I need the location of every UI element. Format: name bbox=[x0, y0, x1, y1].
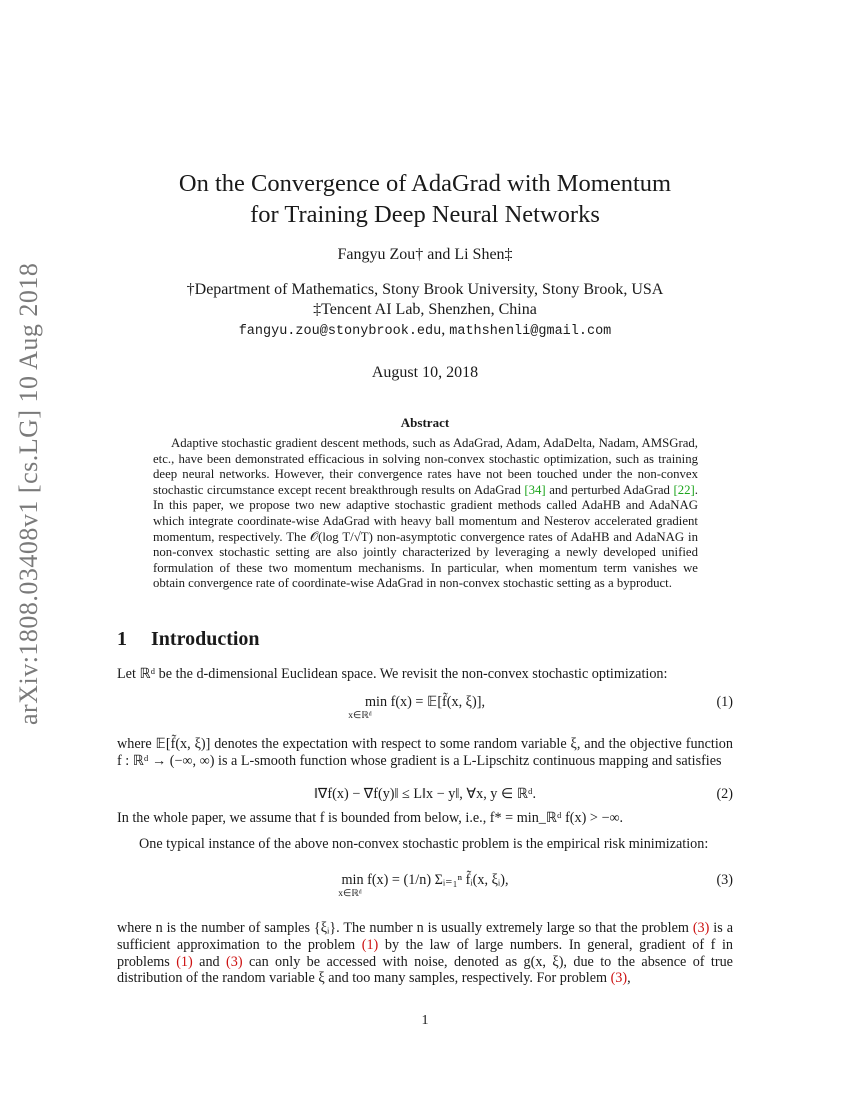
equation-1-tag: (1) bbox=[716, 694, 733, 710]
paragraph-5-text: can only be accessed with noise, denoted as g(x, ξ), due to the absence of true distribution of the random variable ξ and too many samples, respectively. For problem bbox=[117, 953, 733, 987]
equation-2-tag: (2) bbox=[716, 786, 733, 802]
citation-link[interactable]: [34] bbox=[524, 482, 546, 497]
title-line-1: On the Convergence of AdaGrad with Momentum bbox=[178, 170, 672, 197]
paragraph-5-text: where n is the number of samples {ξᵢ}. The number n is usually extremely large so that the problem bbox=[117, 920, 693, 936]
abstract-text-a: Adaptive stochastic gradient descent methods, such as AdaGrad, Adam, AdaDelta, Nadam, AMSGrad, etc., have been demonstrated efficacious in solving non-convex stochastic optimization, such as training deep neural networks. However, their convergence rates have not been touched under the non-convex stochastic circumstance except recent breakthrough results on AdaGrad bbox=[153, 436, 698, 497]
equation-ref-link[interactable]: (3) bbox=[692, 920, 710, 936]
affiliation-2: ‡Tencent AI Lab, Shenzhen, China bbox=[313, 301, 537, 318]
equation-2-body: ‖∇f(x) − ∇f(y)‖ ≤ L‖x − y‖, ∀x, y ∈ ℝᵈ. bbox=[313, 786, 537, 802]
equation-ref-link[interactable]: (1) bbox=[361, 936, 379, 953]
title-line-2: for Training Deep Neural Networks bbox=[250, 201, 600, 228]
email-2[interactable]: mathshenli@gmail.com bbox=[449, 324, 612, 339]
publication-date: August 10, 2018 bbox=[371, 364, 479, 381]
paragraph-4: One typical instance of the above non-convex stochastic problem is the empirical risk minimization: bbox=[139, 836, 709, 852]
abstract-text-b: and perturbed AdaGrad bbox=[545, 482, 674, 497]
paragraph-2: where 𝔼[f̃(x, ξ)] denotes the expectation with respect to some random variable ξ, and the objective function f : ℝᵈ → (−∞, ∞) is a L-smooth function whose gradient is a L-Lipschitz continuous mapping and satisfies bbox=[117, 736, 733, 769]
citation-link[interactable]: [22] bbox=[673, 482, 695, 497]
abstract-heading: Abstract bbox=[400, 415, 450, 430]
paragraph-5-text: and bbox=[192, 953, 227, 970]
equation-ref-link[interactable]: (1) bbox=[176, 953, 193, 970]
equation-3-subscript: x∈ℝᵈ bbox=[338, 889, 362, 899]
arxiv-identifier: arXiv:1808.03408v1 [cs.LG] 10 Aug 2018 bbox=[14, 262, 43, 725]
equation-3-body: min f(x) = (1/n) Σᵢ₌₁ⁿ f̃ᵢ(x, ξᵢ), bbox=[341, 872, 509, 888]
equation-1-subscript: x∈ℝᵈ bbox=[348, 711, 372, 721]
equation-1-body: min f(x) = 𝔼[f̃(x, ξ)], bbox=[364, 694, 485, 710]
paragraph-5 bbox=[117, 920, 733, 987]
paragraph-1: Let ℝᵈ be the d-dimensional Euclidean space. We revisit the non-convex stochastic optimization: bbox=[117, 666, 668, 682]
email-1[interactable]: fangyu.zou@stonybrook.edu bbox=[238, 324, 442, 339]
affiliation-1: †Department of Mathematics, Stony Brook University, Stony Brook, USA bbox=[186, 281, 664, 298]
paragraph-5-text: by the law of large numbers. In general, gradient of f in problems bbox=[117, 936, 734, 970]
equation-1 bbox=[117, 694, 733, 724]
affiliations: †Department of Mathematics, Stony Brook University, Stony Brook, USA ‡Tencent AI Lab, Shenzhen, China fangyu.zou@stonybrook.edu, mathshenli@gmail.com bbox=[0, 280, 850, 342]
page-number: 1 bbox=[421, 1013, 429, 1028]
paper-title bbox=[0, 168, 850, 230]
equation-ref-link[interactable]: (3) bbox=[610, 970, 628, 987]
abstract-body bbox=[153, 436, 698, 592]
equation-3-tag: (3) bbox=[716, 872, 733, 888]
section-title: Introduction bbox=[151, 628, 260, 650]
section-number: 1 bbox=[117, 628, 127, 650]
author-list: Fangyu Zou† and Li Shen‡ bbox=[337, 246, 513, 263]
abstract-text-c: . In this paper, we propose two new adaptive stochastic gradient methods called AdaHB and AdaNAG which integrate coordinate-wise AdaGrad with heavy ball momentum and Nesterov accelerated gradient momentum, respectively. The 𝒪(log T/√T) non-asymptotic convergence rates of AdaHB and AdaNAG in non-convex stochastic setting are also jointly characterized by leveraging a newly developed unified formulation of these two momentum mechanisms. In particular, when momentum term vanishes we obtain convergence rate of coordinate-wise AdaGrad in non-convex stochastic setting as a byproduct. bbox=[153, 482, 698, 591]
equation-ref-link[interactable]: (3) bbox=[226, 953, 243, 970]
paragraph-3: In the whole paper, we assume that f is bounded from below, i.e., f* = min_ℝᵈ f(x) > −∞. bbox=[117, 810, 624, 826]
paragraph-5-text: , bbox=[627, 970, 631, 987]
paragraph-5-text: is a sufficient approximation to the problem bbox=[117, 920, 733, 953]
section-heading bbox=[117, 628, 260, 651]
equation-2 bbox=[117, 786, 733, 806]
equation-3 bbox=[117, 872, 733, 906]
